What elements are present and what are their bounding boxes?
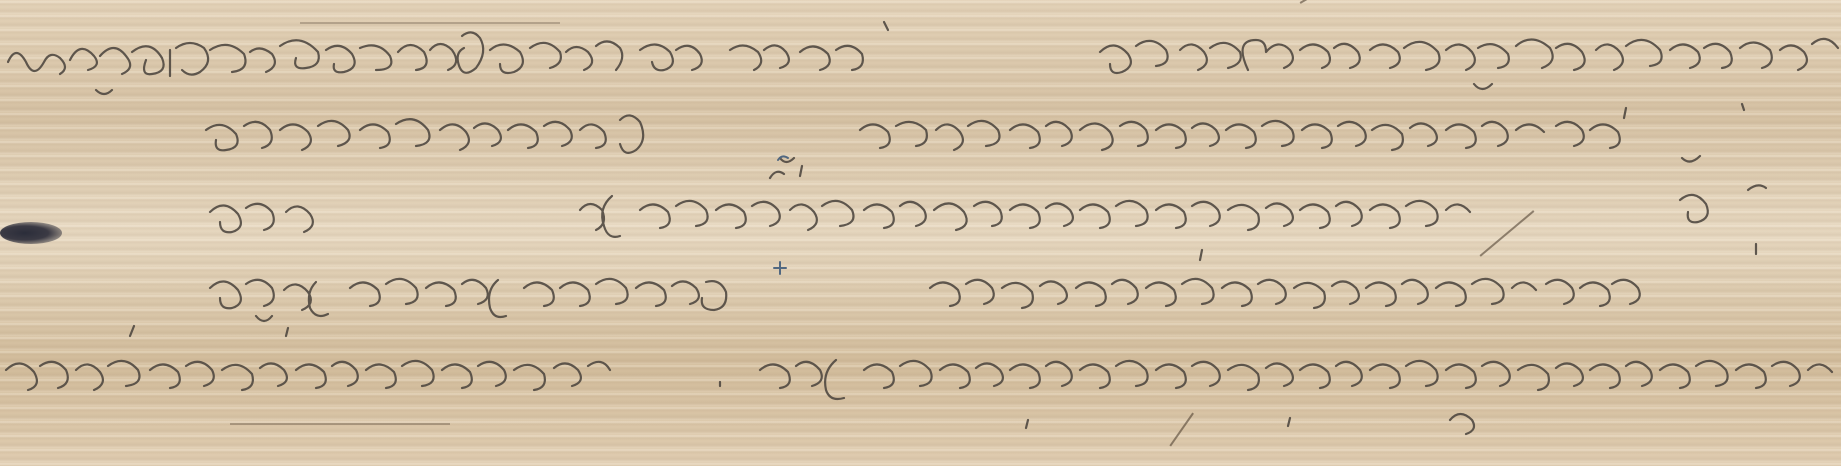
handwriting-line-1 (8, 22, 1838, 94)
handwriting-line-2 (206, 104, 1744, 162)
handwriting-line-5 (6, 326, 1832, 434)
handwriting-line-4 (210, 250, 1640, 321)
handwriting-line-3 (210, 166, 1766, 254)
